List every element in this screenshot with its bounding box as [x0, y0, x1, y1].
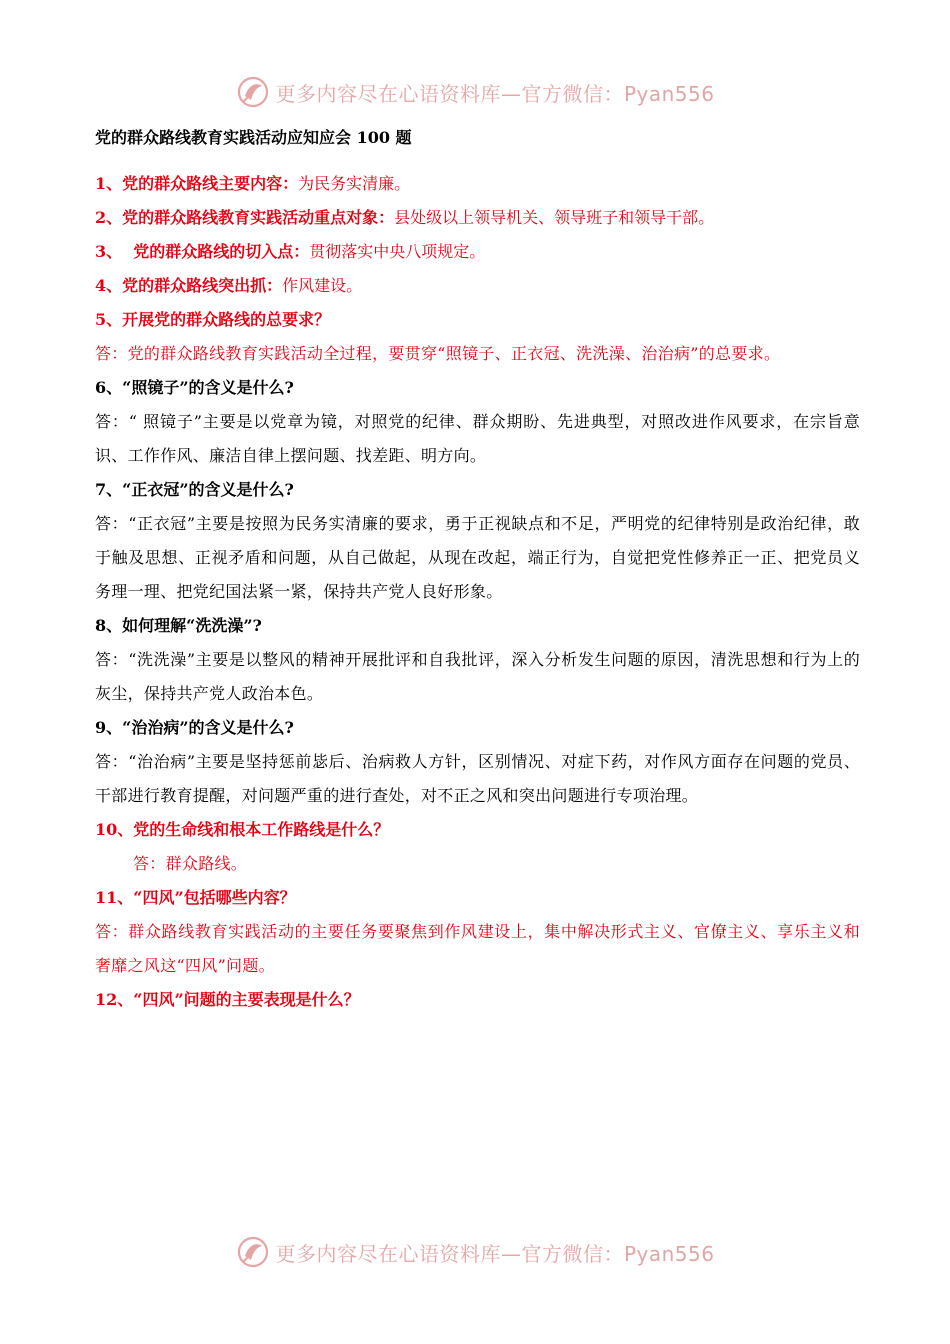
header-watermark-banner	[0, 72, 950, 112]
answer-7: 答：“正衣冠”主要是按照为民务实清廉的要求，勇于正视缺点和不足，严明党的纪律特别是政治纪律，敢于触及思想、正视矛盾和问题，从自己做起，从现在改起，端正行为，自觉把党性修养正一正、把党员义务理一理、把党纪国法紧一紧，保持共产党人良好形象。	[95, 514, 860, 601]
item-3: 3、 党的群众路线的切入点：贯彻落实中央八项规定。	[95, 242, 486, 261]
logo-icon	[235, 1234, 271, 1270]
answer-5: 答：党的群众路线教育实践活动全过程，要贯穿“照镜子、正衣冠、洗洗澡、治治病”的总要求。	[95, 344, 781, 363]
answer-6: 答：“ 照镜子”主要是以党章为镜，对照党的纪律、群众期盼、先进典型，对照改进作风要求，在宗旨意识、工作作风、廉洁自律上摆问题、找差距、明方向。	[95, 412, 860, 465]
answer-8: 答：“洗洗澡”主要是以整风的精神开展批评和自我批评，深入分析发生问题的原因，清洗思想和行为上的灰尘，保持共产党人政治本色。	[95, 650, 860, 703]
answer-10: 答：群众路线。	[133, 854, 248, 873]
question-9: 9、“治治病”的含义是什么?	[95, 718, 294, 737]
question-7: 7、“正衣冠”的含义是什么?	[95, 480, 294, 499]
question-6: 6、“照镜子”的含义是什么?	[95, 378, 294, 397]
document-title: 党的群众路线教育实践活动应知应会 100 题	[95, 128, 412, 147]
item-1: 1、党的群众路线主要内容：为民务实清廉。	[95, 174, 411, 193]
question-5: 5、开展党的群众路线的总要求？	[95, 310, 331, 329]
answer-9: 答：“治治病”主要是坚持惩前毖后、治病救人方针，区别情况、对症下药，对作风方面存在问题的党员、干部进行教育提醒，对问题严重的进行查处，对不正之风和突出问题进行专项治理。	[95, 752, 860, 805]
question-12: 12、“四风”问题的主要表现是什么？	[95, 990, 360, 1009]
watermark-text: 更多内容尽在心语资料库—官方微信：Pyan556	[275, 81, 715, 106]
question-10: 10、党的生命线和根本工作路线是什么？	[95, 820, 390, 839]
document-body	[95, 128, 860, 1024]
footer-watermark-banner	[0, 1232, 950, 1272]
question-8: 8、如何理解“洗洗澡”?	[95, 616, 262, 635]
item-4: 4、党的群众路线突出抓：作风建设。	[95, 276, 363, 295]
logo-icon	[235, 74, 271, 110]
answer-11: 答：群众路线教育实践活动的主要任务要聚焦到作风建设上，集中解决形式主义、官僚主义、享乐主义和奢靡之风这“四风”问题。	[95, 922, 860, 975]
item-2: 2、党的群众路线教育实践活动重点对象：县处级以上领导机关、领导班子和领导干部。	[95, 208, 715, 227]
watermark-text: 更多内容尽在心语资料库—官方微信：Pyan556	[275, 1241, 715, 1266]
question-11: 11、“四风”包括哪些内容？	[95, 888, 296, 907]
